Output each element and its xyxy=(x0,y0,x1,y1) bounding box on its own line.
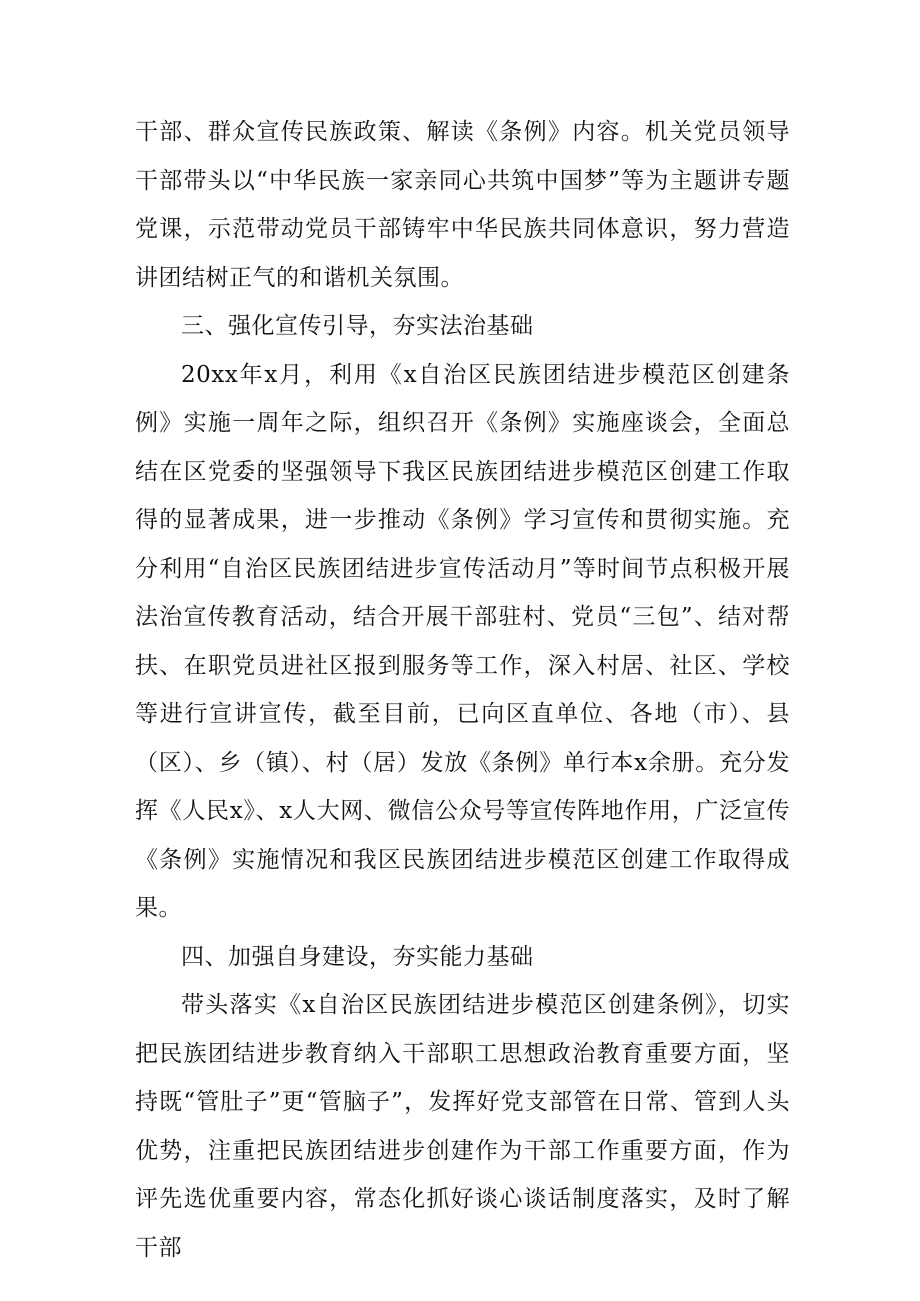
paragraph-publicity: 20xx年x月，利用《x自治区民族团结进步模范区创建条例》实施一周年之际，组织召开《条例》实施座谈会，全面总结在区党委的坚强领导下我区民族团结进步模范区创建工作取得的显著成果，进一步推动《条例》学习宣传和贯彻实施。充分利用“自治区民族团结进步宣传活动月”等时间节点积极开展法治宣传教育活动，结合开展干部驻村、党员“三包”、结对帮扶、在职党员进社区报到服务等工作，深入村居、社区、学校等进行宣讲宣传，截至目前，已向区直单位、各地（市）、县（区）、乡（镇）、村（居）发放《条例》单行本x余册。充分发挥《人民x》、x人大网、微信公众号等宣传阵地作用，广泛宣传《条例》实施情况和我区民族团结进步模范区创建工作取得成果。 xyxy=(135,361,790,921)
paragraph-continuation: 干部、群众宣传民族政策、解读《条例》内容。机关党员领导干部带头以“中华民族一家亲同心共筑中国梦”等为主题讲专题党课，示范带动党员干部铸牢中华民族共同体意识，努力营造讲团结树正气的和谐机关氛围。 xyxy=(135,119,790,291)
paragraph-self-building: 带头落实《x自治区民族团结进步模范区创建条例》，切实把民族团结进步教育纳入干部职工思想政治教育重要方面，坚持既“管肚子”更“管脑子”，发挥好党支部管在日常、管到人头优势，注重把民族团结进步创建作为干部工作重要方面，作为评先选优重要内容，常态化抓好谈心谈话制度落实，及时了解干部 xyxy=(135,992,790,1261)
document-page xyxy=(135,108,790,1272)
section-heading-3: 三、强化宣传引导，夯实法治基础 xyxy=(181,313,534,339)
section-heading-4: 四、加强自身建设，夯实能力基础 xyxy=(181,943,534,970)
